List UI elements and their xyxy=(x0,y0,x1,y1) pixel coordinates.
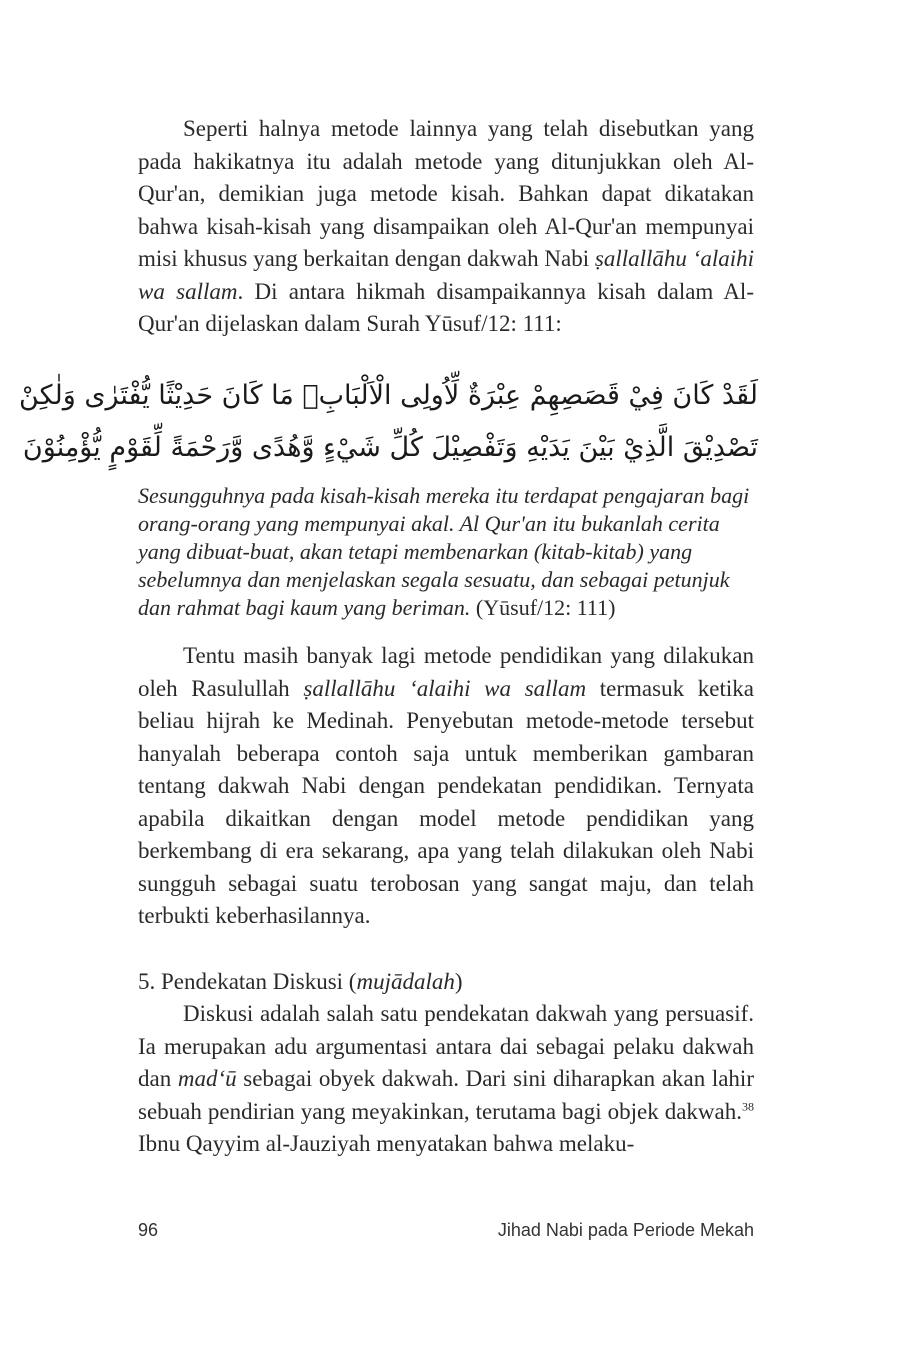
section-number: 5. xyxy=(138,969,156,994)
paragraph-text: termasuk ketika beliau hijrah ke Medinah. Penyebutan metode-metode tersebut hanyalah beberapa contoh saja untuk memberikan gambaran tentang dakwah Nabi dengan pendekatan pendidikan. Ternyata apabila dikaitkan dengan model metode pendidikan yang berkembang di era sekarang, apa yang telah dilakukan oleh Nabi sungguh sebagai suatu terobosan yang sangat maju, dan telah terbukti keberhasilannya. xyxy=(138,675,754,928)
honorific-italic: ṣallallāhu ‘alaihi wa sallam xyxy=(303,675,587,701)
honorific-italic: ṣallallāhu ‘alaihi wa sallam xyxy=(138,246,755,304)
section-title: Pendekatan Diskusi ( xyxy=(161,969,357,994)
paragraph-text: . Di antara hikmah disampaikannya kisah dalam Al-Qur'an dijelaskan dalam Surah Yūsuf/12: 111: xyxy=(138,278,754,336)
footnote-reference[interactable]: 38 xyxy=(742,1098,754,1113)
paragraph-text: sebagai obyek dakwah. Dari sini diharapkan akan lahir sebuah pendirian yang meyakinkan, terutama bagi objek dakwah. xyxy=(138,1066,754,1124)
section-heading xyxy=(138,966,754,998)
page-number: 96 xyxy=(138,1220,159,1240)
paragraph-text: Ibnu Qayyim al-Jauziyah menyatakan bahwa melaku- xyxy=(138,1131,635,1156)
paragraph-discussion xyxy=(138,998,754,1161)
madu-italic: mad‘ū xyxy=(177,1066,237,1091)
arabic-line-1: لَقَدْ كَانَ فِيْ قَصَصِهِمْ عِبْرَةٌ لِّاُولِى الْاَلْبَابِۗ مَا كَانَ حَدِيْثًا يُّفْتَرٰى وَلٰكِنْ xyxy=(19,380,758,411)
verse-translation xyxy=(138,482,754,622)
quran-verse-arabic xyxy=(19,370,758,474)
running-head: Jihad Nabi pada Periode Mekah xyxy=(497,1220,754,1240)
paragraph-education-methods xyxy=(138,640,754,933)
section-title-italic: mujādalah xyxy=(356,969,455,994)
translation-text: Sesungguhnya pada kisah-kisah mereka itu terdapat pengajaran bagi orang-orang yang mempunyai akal. Al Qur'an itu bukanlah cerita yang dibuat-buat, akan tetapi membenarkan (kitab-kitab) yang sebelumnya dan menjelaskan segala sesuatu, dan sebagai petunjuk dan rahmat bagi kaum yang beriman. xyxy=(138,483,750,620)
verse-citation: (Yūsuf/12: 111) xyxy=(475,595,616,620)
paragraph-text: Diskusi adalah salah satu pendekatan dakwah yang persuasif. Ia merupakan adu argumentasi antara dai sebagai pelaku dakwah dan xyxy=(138,1001,754,1091)
arabic-line-2: تَصْدِيْقَ الَّذِيْ بَيْنَ يَدَيْهِ وَتَفْصِيْلَ كُلِّ شَيْءٍ وَّهُدًى وَّرَحْمَةً لِّقَوْمٍ يُّؤْمِنُوْنَ xyxy=(22,432,758,463)
paragraph-stories-method xyxy=(138,113,754,341)
paragraph-text: Seperti halnya metode lainnya yang telah disebutkan yang pada hakikatnya itu adalah metode yang ditunjukkan oleh Al-Qur'an, demikian juga metode kisah. Bahkan dapat dikatakan bahwa kisah-kisah yang disampaikan oleh Al-Qur'an mempunyai misi khusus yang berkaitan dengan dakwah Nabi xyxy=(138,116,754,271)
paragraph-text: Tentu masih banyak lagi metode pendidikan yang dilakukan oleh Rasulullah xyxy=(138,643,754,701)
section-title-close: ) xyxy=(454,969,463,994)
